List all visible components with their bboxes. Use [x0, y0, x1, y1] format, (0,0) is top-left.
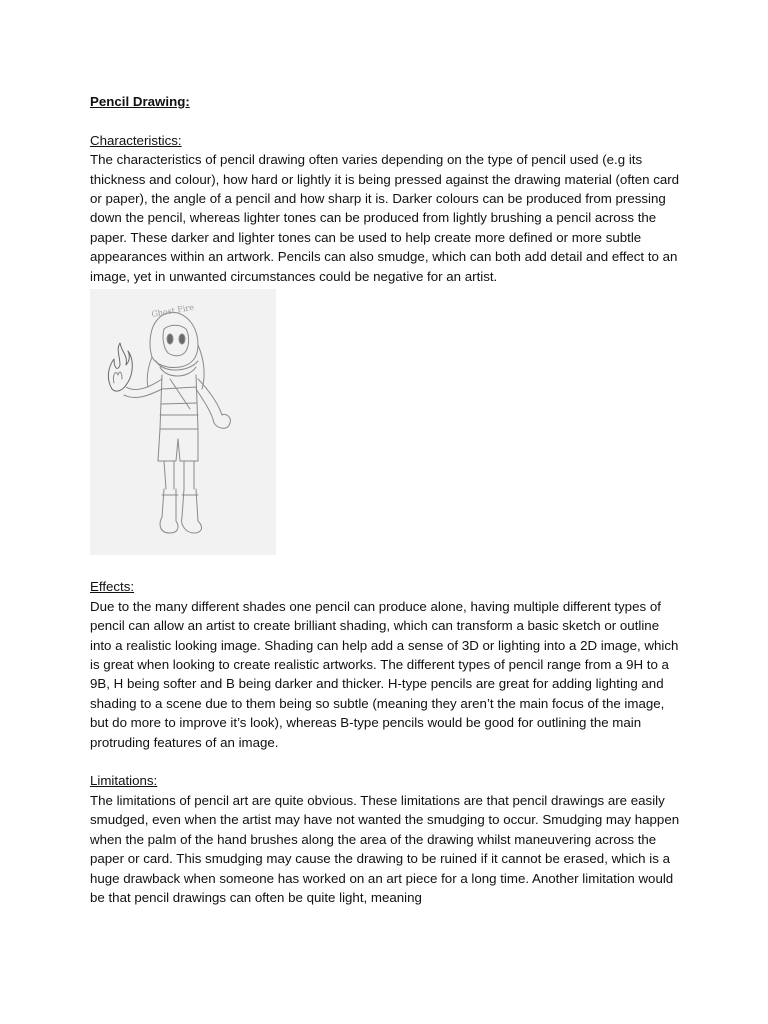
section-heading-limitations: Limitations:: [90, 773, 158, 789]
pencil-sketch-figure-icon: [90, 289, 276, 555]
handwritten-label: Ghost Fire: [150, 302, 195, 320]
document-title: Pencil Drawing:: [90, 94, 190, 109]
spacer: [90, 558, 682, 577]
section-body-limitations: The limitations of pencil art are quite obvious. These limitations are that pencil drawings are easily smudged, even when the artist may have not wanted the smudging to occur. Smudging may happen when the palm of the hand brushes along the area of the drawing whilst maneuvering across the paper or card. This smudging may cause the drawing to be ruined if it cannot be erased, which is a huge drawback when someone has worked on an art piece for a long time. Another limitation would be that pencil drawings can often be quite light, meaning: [90, 792, 680, 905]
section-body-effects: Due to the many different shades one pencil can produce alone, having multiple different types of pencil can allow an artist to create brilliant shading, which can transform a basic sketch or outline into a realistic looking image. Shading can help add a sense of 3D or lighting into a 2D image, which is great when looking to create realistic artworks. The different types of pencil range from a 9H to a 9B, H being softer and B being darker and thicker. H-type pencils are great for adding lighting and shading to a scene due to them being so subtle (meaning they aren’t the main focus of the image, but do more to improve it’s look), whereas B-type pencils would be good for outlining the main protruding features of an image.: [90, 598, 679, 750]
section-heading-characteristics: Characteristics:: [90, 132, 182, 148]
document-body: [90, 92, 682, 907]
section-heading-effects: Effects:: [90, 579, 135, 595]
spacer: [90, 111, 682, 130]
spacer: [90, 752, 682, 771]
pencil-sketch-image: [90, 289, 276, 555]
section-body-characteristics: The characteristics of pencil drawing often varies depending on the type of pencil used (e.g its thickness and colour), how hard or lightly it is being pressed against the drawing material (often card or paper), the angle of a pencil and how sharp it is. Darker colours can be produced from pressing down the pencil, whereas lighter tones can be produced from lightly brushing a pencil across the paper. These darker and lighter tones can be used to help create more defined or more subtle appearances within an artwork. Pencils can also smudge, which can both add detail and effect to an image, yet in unwanted circumstances could be negative for an artist.: [90, 152, 680, 284]
